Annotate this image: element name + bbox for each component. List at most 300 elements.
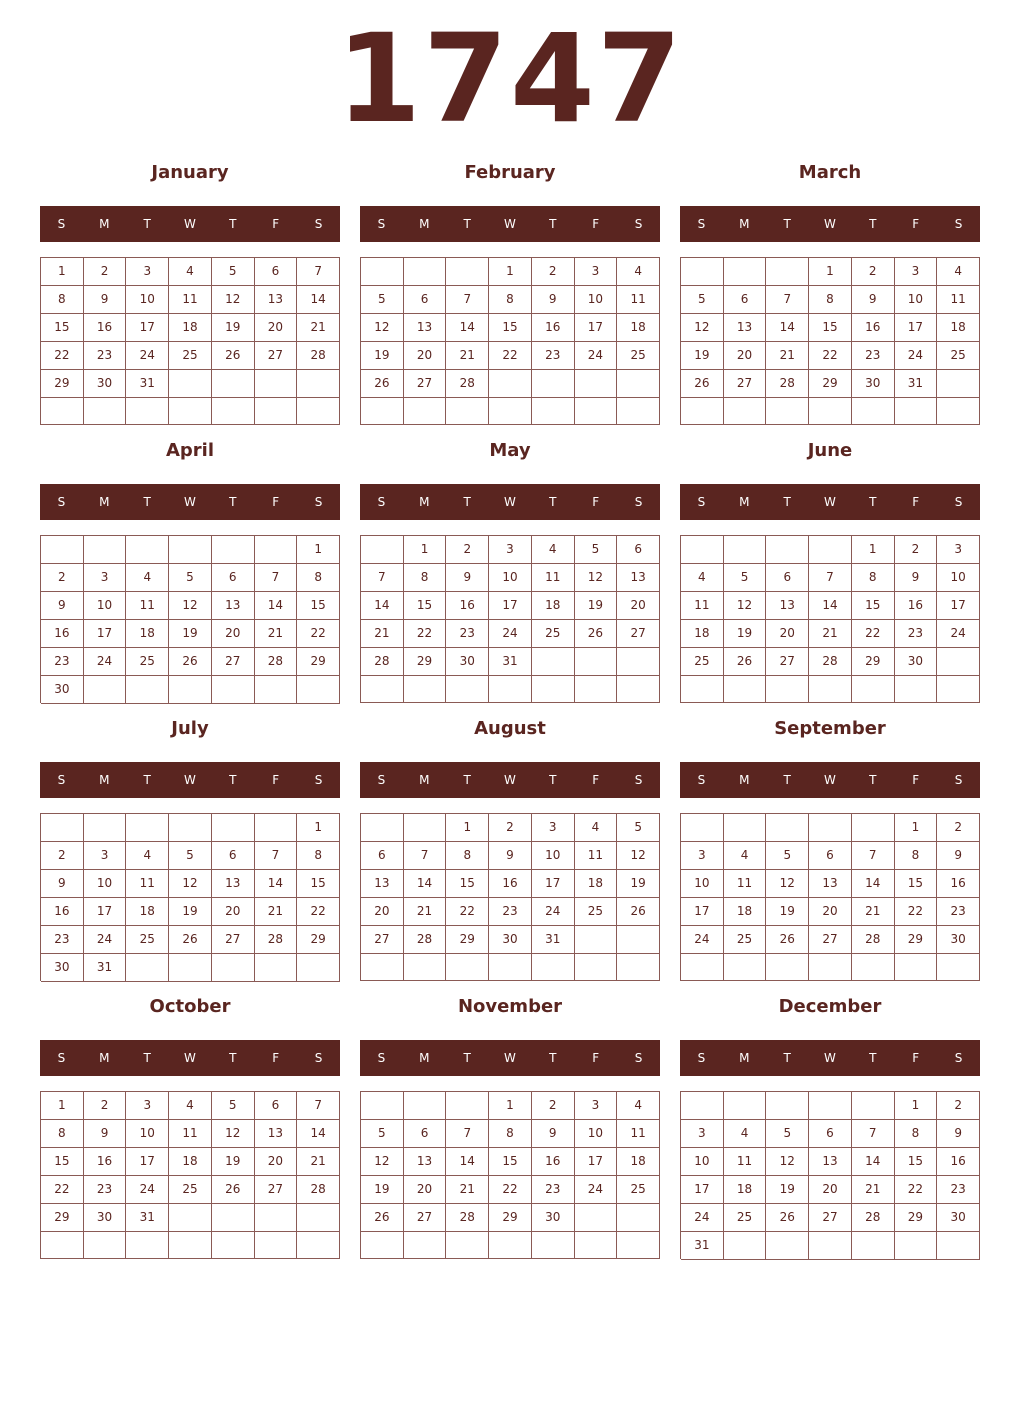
day-cell[interactable]: 30 xyxy=(532,1204,575,1232)
day-cell[interactable]: 26 xyxy=(361,1204,404,1232)
day-cell[interactable]: 6 xyxy=(255,1092,298,1120)
day-cell[interactable]: 7 xyxy=(404,842,447,870)
day-cell[interactable]: 6 xyxy=(724,286,767,314)
day-cell[interactable]: 7 xyxy=(446,286,489,314)
day-cell[interactable]: 22 xyxy=(895,898,938,926)
day-cell[interactable]: 21 xyxy=(852,1176,895,1204)
day-cell[interactable]: 2 xyxy=(895,536,938,564)
day-cell[interactable]: 16 xyxy=(532,1148,575,1176)
day-cell[interactable]: 18 xyxy=(126,898,169,926)
day-cell[interactable]: 14 xyxy=(446,1148,489,1176)
day-cell[interactable]: 5 xyxy=(361,1120,404,1148)
day-cell[interactable]: 21 xyxy=(446,1176,489,1204)
day-cell[interactable]: 14 xyxy=(766,314,809,342)
day-cell[interactable]: 14 xyxy=(297,1120,340,1148)
day-cell[interactable]: 1 xyxy=(809,258,852,286)
day-cell[interactable]: 29 xyxy=(41,1204,84,1232)
day-cell[interactable]: 10 xyxy=(895,286,938,314)
day-cell[interactable]: 28 xyxy=(255,648,298,676)
day-cell[interactable]: 10 xyxy=(532,842,575,870)
day-cell[interactable]: 23 xyxy=(532,1176,575,1204)
day-cell[interactable]: 17 xyxy=(126,314,169,342)
day-cell[interactable]: 23 xyxy=(446,620,489,648)
day-cell[interactable]: 15 xyxy=(297,592,340,620)
day-cell[interactable]: 24 xyxy=(575,1176,618,1204)
day-cell[interactable]: 27 xyxy=(617,620,660,648)
day-cell[interactable]: 28 xyxy=(297,1176,340,1204)
day-cell[interactable]: 21 xyxy=(404,898,447,926)
day-cell[interactable]: 15 xyxy=(297,870,340,898)
day-cell[interactable]: 12 xyxy=(766,870,809,898)
day-cell[interactable]: 20 xyxy=(404,1176,447,1204)
day-cell[interactable]: 22 xyxy=(809,342,852,370)
day-cell[interactable]: 30 xyxy=(446,648,489,676)
day-cell[interactable]: 20 xyxy=(404,342,447,370)
day-cell[interactable]: 3 xyxy=(84,842,127,870)
day-cell[interactable]: 22 xyxy=(297,620,340,648)
day-cell[interactable]: 14 xyxy=(255,592,298,620)
day-cell[interactable]: 7 xyxy=(361,564,404,592)
day-cell[interactable]: 19 xyxy=(724,620,767,648)
day-cell[interactable]: 11 xyxy=(126,592,169,620)
day-cell[interactable]: 29 xyxy=(895,926,938,954)
day-cell[interactable]: 21 xyxy=(766,342,809,370)
day-cell[interactable]: 28 xyxy=(852,926,895,954)
day-cell[interactable]: 24 xyxy=(84,648,127,676)
day-cell[interactable]: 8 xyxy=(404,564,447,592)
day-cell[interactable]: 21 xyxy=(255,620,298,648)
day-cell[interactable]: 31 xyxy=(126,1204,169,1232)
day-cell[interactable]: 2 xyxy=(937,814,980,842)
day-cell[interactable]: 16 xyxy=(41,898,84,926)
day-cell[interactable]: 3 xyxy=(681,842,724,870)
day-cell[interactable]: 3 xyxy=(575,258,618,286)
day-cell[interactable]: 17 xyxy=(84,620,127,648)
day-cell[interactable]: 15 xyxy=(895,870,938,898)
day-cell[interactable]: 7 xyxy=(766,286,809,314)
day-cell[interactable]: 30 xyxy=(84,370,127,398)
day-cell[interactable]: 25 xyxy=(724,1204,767,1232)
day-cell[interactable]: 14 xyxy=(446,314,489,342)
day-cell[interactable]: 18 xyxy=(724,898,767,926)
day-cell[interactable]: 26 xyxy=(169,648,212,676)
day-cell[interactable]: 9 xyxy=(41,592,84,620)
day-cell[interactable]: 12 xyxy=(766,1148,809,1176)
day-cell[interactable]: 18 xyxy=(681,620,724,648)
day-cell[interactable]: 8 xyxy=(895,1120,938,1148)
day-cell[interactable]: 16 xyxy=(532,314,575,342)
day-cell[interactable]: 16 xyxy=(446,592,489,620)
day-cell[interactable]: 23 xyxy=(84,1176,127,1204)
day-cell[interactable]: 7 xyxy=(809,564,852,592)
day-cell[interactable]: 17 xyxy=(681,898,724,926)
day-cell[interactable]: 17 xyxy=(126,1148,169,1176)
day-cell[interactable]: 16 xyxy=(937,870,980,898)
day-cell[interactable]: 31 xyxy=(84,954,127,982)
day-cell[interactable]: 6 xyxy=(212,842,255,870)
day-cell[interactable]: 27 xyxy=(809,1204,852,1232)
day-cell[interactable]: 11 xyxy=(169,286,212,314)
day-cell[interactable]: 31 xyxy=(681,1232,724,1260)
day-cell[interactable]: 15 xyxy=(41,1148,84,1176)
day-cell[interactable]: 13 xyxy=(766,592,809,620)
day-cell[interactable]: 19 xyxy=(212,314,255,342)
day-cell[interactable]: 20 xyxy=(255,1148,298,1176)
day-cell[interactable]: 9 xyxy=(937,1120,980,1148)
day-cell[interactable]: 4 xyxy=(724,842,767,870)
day-cell[interactable]: 29 xyxy=(297,648,340,676)
day-cell[interactable]: 11 xyxy=(532,564,575,592)
day-cell[interactable]: 10 xyxy=(84,592,127,620)
day-cell[interactable]: 5 xyxy=(766,1120,809,1148)
day-cell[interactable]: 27 xyxy=(255,1176,298,1204)
day-cell[interactable]: 27 xyxy=(212,648,255,676)
day-cell[interactable]: 8 xyxy=(895,842,938,870)
day-cell[interactable]: 15 xyxy=(446,870,489,898)
day-cell[interactable]: 25 xyxy=(937,342,980,370)
day-cell[interactable]: 27 xyxy=(724,370,767,398)
day-cell[interactable]: 1 xyxy=(297,536,340,564)
day-cell[interactable]: 31 xyxy=(489,648,532,676)
day-cell[interactable]: 9 xyxy=(41,870,84,898)
day-cell[interactable]: 13 xyxy=(212,870,255,898)
day-cell[interactable]: 26 xyxy=(169,926,212,954)
day-cell[interactable]: 12 xyxy=(212,1120,255,1148)
day-cell[interactable]: 19 xyxy=(169,620,212,648)
day-cell[interactable]: 29 xyxy=(404,648,447,676)
day-cell[interactable]: 9 xyxy=(852,286,895,314)
day-cell[interactable]: 21 xyxy=(297,314,340,342)
day-cell[interactable]: 19 xyxy=(766,898,809,926)
day-cell[interactable]: 24 xyxy=(681,926,724,954)
day-cell[interactable]: 30 xyxy=(84,1204,127,1232)
day-cell[interactable]: 10 xyxy=(937,564,980,592)
day-cell[interactable]: 28 xyxy=(766,370,809,398)
day-cell[interactable]: 22 xyxy=(489,1176,532,1204)
day-cell[interactable]: 3 xyxy=(895,258,938,286)
day-cell[interactable]: 1 xyxy=(489,258,532,286)
day-cell[interactable]: 14 xyxy=(404,870,447,898)
day-cell[interactable]: 17 xyxy=(84,898,127,926)
day-cell[interactable]: 21 xyxy=(297,1148,340,1176)
day-cell[interactable]: 15 xyxy=(489,1148,532,1176)
day-cell[interactable]: 29 xyxy=(489,1204,532,1232)
day-cell[interactable]: 25 xyxy=(724,926,767,954)
day-cell[interactable]: 30 xyxy=(852,370,895,398)
day-cell[interactable]: 13 xyxy=(212,592,255,620)
day-cell[interactable]: 16 xyxy=(84,1148,127,1176)
day-cell[interactable]: 4 xyxy=(169,1092,212,1120)
day-cell[interactable]: 1 xyxy=(895,1092,938,1120)
day-cell[interactable]: 6 xyxy=(404,1120,447,1148)
day-cell[interactable]: 26 xyxy=(361,370,404,398)
day-cell[interactable]: 10 xyxy=(575,286,618,314)
day-cell[interactable]: 7 xyxy=(852,842,895,870)
day-cell[interactable]: 7 xyxy=(852,1120,895,1148)
day-cell[interactable]: 25 xyxy=(532,620,575,648)
day-cell[interactable]: 21 xyxy=(809,620,852,648)
day-cell[interactable]: 8 xyxy=(446,842,489,870)
day-cell[interactable]: 13 xyxy=(404,1148,447,1176)
day-cell[interactable]: 20 xyxy=(212,898,255,926)
day-cell[interactable]: 23 xyxy=(852,342,895,370)
day-cell[interactable]: 9 xyxy=(937,842,980,870)
day-cell[interactable]: 1 xyxy=(852,536,895,564)
day-cell[interactable]: 29 xyxy=(809,370,852,398)
day-cell[interactable]: 15 xyxy=(852,592,895,620)
day-cell[interactable]: 20 xyxy=(212,620,255,648)
day-cell[interactable]: 22 xyxy=(297,898,340,926)
day-cell[interactable]: 24 xyxy=(126,342,169,370)
day-cell[interactable]: 2 xyxy=(84,258,127,286)
day-cell[interactable]: 25 xyxy=(169,1176,212,1204)
day-cell[interactable]: 18 xyxy=(724,1176,767,1204)
day-cell[interactable]: 21 xyxy=(446,342,489,370)
day-cell[interactable]: 10 xyxy=(575,1120,618,1148)
day-cell[interactable]: 7 xyxy=(297,258,340,286)
day-cell[interactable]: 28 xyxy=(297,342,340,370)
day-cell[interactable]: 15 xyxy=(489,314,532,342)
day-cell[interactable]: 2 xyxy=(84,1092,127,1120)
day-cell[interactable]: 5 xyxy=(361,286,404,314)
day-cell[interactable]: 24 xyxy=(681,1204,724,1232)
day-cell[interactable]: 9 xyxy=(84,1120,127,1148)
day-cell[interactable]: 6 xyxy=(255,258,298,286)
day-cell[interactable]: 2 xyxy=(41,564,84,592)
day-cell[interactable]: 22 xyxy=(446,898,489,926)
day-cell[interactable]: 29 xyxy=(895,1204,938,1232)
day-cell[interactable]: 4 xyxy=(126,564,169,592)
day-cell[interactable]: 27 xyxy=(255,342,298,370)
day-cell[interactable]: 25 xyxy=(681,648,724,676)
day-cell[interactable]: 22 xyxy=(895,1176,938,1204)
day-cell[interactable]: 25 xyxy=(126,926,169,954)
day-cell[interactable]: 28 xyxy=(361,648,404,676)
day-cell[interactable]: 12 xyxy=(212,286,255,314)
day-cell[interactable]: 6 xyxy=(809,1120,852,1148)
day-cell[interactable]: 26 xyxy=(681,370,724,398)
day-cell[interactable]: 28 xyxy=(255,926,298,954)
day-cell[interactable]: 8 xyxy=(41,1120,84,1148)
day-cell[interactable]: 18 xyxy=(169,1148,212,1176)
day-cell[interactable]: 3 xyxy=(84,564,127,592)
day-cell[interactable]: 22 xyxy=(41,1176,84,1204)
day-cell[interactable]: 1 xyxy=(41,258,84,286)
day-cell[interactable]: 21 xyxy=(852,898,895,926)
day-cell[interactable]: 4 xyxy=(724,1120,767,1148)
day-cell[interactable]: 29 xyxy=(297,926,340,954)
day-cell[interactable]: 20 xyxy=(255,314,298,342)
day-cell[interactable]: 15 xyxy=(895,1148,938,1176)
day-cell[interactable]: 18 xyxy=(126,620,169,648)
day-cell[interactable]: 6 xyxy=(212,564,255,592)
day-cell[interactable]: 18 xyxy=(937,314,980,342)
day-cell[interactable]: 22 xyxy=(41,342,84,370)
day-cell[interactable]: 8 xyxy=(489,286,532,314)
day-cell[interactable]: 30 xyxy=(937,1204,980,1232)
day-cell[interactable]: 2 xyxy=(532,1092,575,1120)
day-cell[interactable]: 17 xyxy=(575,314,618,342)
day-cell[interactable]: 1 xyxy=(446,814,489,842)
day-cell[interactable]: 30 xyxy=(41,954,84,982)
day-cell[interactable]: 6 xyxy=(617,536,660,564)
day-cell[interactable]: 23 xyxy=(489,898,532,926)
day-cell[interactable]: 20 xyxy=(809,1176,852,1204)
day-cell[interactable]: 23 xyxy=(895,620,938,648)
day-cell[interactable]: 9 xyxy=(489,842,532,870)
day-cell[interactable]: 28 xyxy=(404,926,447,954)
day-cell[interactable]: 26 xyxy=(617,898,660,926)
day-cell[interactable]: 17 xyxy=(937,592,980,620)
day-cell[interactable]: 4 xyxy=(169,258,212,286)
day-cell[interactable]: 11 xyxy=(617,286,660,314)
day-cell[interactable]: 25 xyxy=(617,1176,660,1204)
day-cell[interactable]: 28 xyxy=(852,1204,895,1232)
day-cell[interactable]: 17 xyxy=(895,314,938,342)
day-cell[interactable]: 16 xyxy=(84,314,127,342)
day-cell[interactable]: 2 xyxy=(489,814,532,842)
day-cell[interactable]: 22 xyxy=(489,342,532,370)
day-cell[interactable]: 7 xyxy=(297,1092,340,1120)
day-cell[interactable]: 23 xyxy=(84,342,127,370)
day-cell[interactable]: 1 xyxy=(489,1092,532,1120)
day-cell[interactable]: 24 xyxy=(489,620,532,648)
day-cell[interactable]: 11 xyxy=(126,870,169,898)
day-cell[interactable]: 6 xyxy=(809,842,852,870)
day-cell[interactable]: 14 xyxy=(255,870,298,898)
day-cell[interactable]: 24 xyxy=(126,1176,169,1204)
day-cell[interactable]: 3 xyxy=(126,258,169,286)
day-cell[interactable]: 14 xyxy=(852,870,895,898)
day-cell[interactable]: 10 xyxy=(489,564,532,592)
day-cell[interactable]: 8 xyxy=(852,564,895,592)
day-cell[interactable]: 23 xyxy=(532,342,575,370)
day-cell[interactable]: 11 xyxy=(937,286,980,314)
day-cell[interactable]: 28 xyxy=(446,1204,489,1232)
day-cell[interactable]: 10 xyxy=(126,286,169,314)
day-cell[interactable]: 14 xyxy=(297,286,340,314)
day-cell[interactable]: 8 xyxy=(297,842,340,870)
day-cell[interactable]: 10 xyxy=(84,870,127,898)
day-cell[interactable]: 9 xyxy=(446,564,489,592)
day-cell[interactable]: 16 xyxy=(41,620,84,648)
day-cell[interactable]: 18 xyxy=(169,314,212,342)
day-cell[interactable]: 3 xyxy=(575,1092,618,1120)
day-cell[interactable]: 4 xyxy=(126,842,169,870)
day-cell[interactable]: 1 xyxy=(895,814,938,842)
day-cell[interactable]: 27 xyxy=(404,1204,447,1232)
day-cell[interactable]: 7 xyxy=(446,1120,489,1148)
day-cell[interactable]: 27 xyxy=(766,648,809,676)
day-cell[interactable]: 14 xyxy=(809,592,852,620)
day-cell[interactable]: 19 xyxy=(766,1176,809,1204)
day-cell[interactable]: 21 xyxy=(361,620,404,648)
day-cell[interactable]: 30 xyxy=(937,926,980,954)
day-cell[interactable]: 5 xyxy=(169,564,212,592)
day-cell[interactable]: 1 xyxy=(41,1092,84,1120)
day-cell[interactable]: 5 xyxy=(766,842,809,870)
day-cell[interactable]: 11 xyxy=(169,1120,212,1148)
day-cell[interactable]: 7 xyxy=(255,564,298,592)
day-cell[interactable]: 28 xyxy=(446,370,489,398)
day-cell[interactable]: 5 xyxy=(212,1092,255,1120)
day-cell[interactable]: 18 xyxy=(617,314,660,342)
day-cell[interactable]: 13 xyxy=(724,314,767,342)
day-cell[interactable]: 20 xyxy=(724,342,767,370)
day-cell[interactable]: 5 xyxy=(575,536,618,564)
day-cell[interactable]: 10 xyxy=(681,870,724,898)
day-cell[interactable]: 6 xyxy=(404,286,447,314)
day-cell[interactable]: 19 xyxy=(212,1148,255,1176)
day-cell[interactable]: 14 xyxy=(852,1148,895,1176)
day-cell[interactable]: 18 xyxy=(575,870,618,898)
day-cell[interactable]: 3 xyxy=(937,536,980,564)
day-cell[interactable]: 19 xyxy=(361,342,404,370)
day-cell[interactable]: 16 xyxy=(852,314,895,342)
day-cell[interactable]: 21 xyxy=(255,898,298,926)
day-cell[interactable]: 17 xyxy=(681,1176,724,1204)
day-cell[interactable]: 3 xyxy=(532,814,575,842)
day-cell[interactable]: 25 xyxy=(169,342,212,370)
day-cell[interactable]: 3 xyxy=(681,1120,724,1148)
day-cell[interactable]: 27 xyxy=(212,926,255,954)
day-cell[interactable]: 29 xyxy=(41,370,84,398)
day-cell[interactable]: 26 xyxy=(724,648,767,676)
day-cell[interactable]: 14 xyxy=(361,592,404,620)
day-cell[interactable]: 12 xyxy=(169,592,212,620)
day-cell[interactable]: 17 xyxy=(575,1148,618,1176)
day-cell[interactable]: 31 xyxy=(532,926,575,954)
day-cell[interactable]: 13 xyxy=(404,314,447,342)
day-cell[interactable]: 20 xyxy=(766,620,809,648)
day-cell[interactable]: 24 xyxy=(532,898,575,926)
day-cell[interactable]: 27 xyxy=(404,370,447,398)
day-cell[interactable]: 4 xyxy=(617,258,660,286)
day-cell[interactable]: 7 xyxy=(255,842,298,870)
day-cell[interactable]: 19 xyxy=(575,592,618,620)
day-cell[interactable]: 24 xyxy=(84,926,127,954)
day-cell[interactable]: 23 xyxy=(41,926,84,954)
day-cell[interactable]: 5 xyxy=(681,286,724,314)
day-cell[interactable]: 3 xyxy=(489,536,532,564)
day-cell[interactable]: 23 xyxy=(937,898,980,926)
day-cell[interactable]: 20 xyxy=(361,898,404,926)
day-cell[interactable]: 26 xyxy=(766,1204,809,1232)
day-cell[interactable]: 3 xyxy=(126,1092,169,1120)
day-cell[interactable]: 19 xyxy=(361,1176,404,1204)
day-cell[interactable]: 2 xyxy=(446,536,489,564)
day-cell[interactable]: 11 xyxy=(724,1148,767,1176)
day-cell[interactable]: 5 xyxy=(212,258,255,286)
day-cell[interactable]: 15 xyxy=(404,592,447,620)
day-cell[interactable]: 4 xyxy=(681,564,724,592)
day-cell[interactable]: 16 xyxy=(937,1148,980,1176)
day-cell[interactable]: 5 xyxy=(169,842,212,870)
day-cell[interactable]: 13 xyxy=(809,1148,852,1176)
day-cell[interactable]: 30 xyxy=(489,926,532,954)
day-cell[interactable]: 12 xyxy=(361,1148,404,1176)
day-cell[interactable]: 5 xyxy=(617,814,660,842)
day-cell[interactable]: 12 xyxy=(575,564,618,592)
day-cell[interactable]: 30 xyxy=(895,648,938,676)
day-cell[interactable]: 10 xyxy=(126,1120,169,1148)
day-cell[interactable]: 24 xyxy=(575,342,618,370)
day-cell[interactable]: 20 xyxy=(809,898,852,926)
day-cell[interactable]: 6 xyxy=(361,842,404,870)
day-cell[interactable]: 20 xyxy=(617,592,660,620)
day-cell[interactable]: 4 xyxy=(617,1092,660,1120)
day-cell[interactable]: 11 xyxy=(617,1120,660,1148)
